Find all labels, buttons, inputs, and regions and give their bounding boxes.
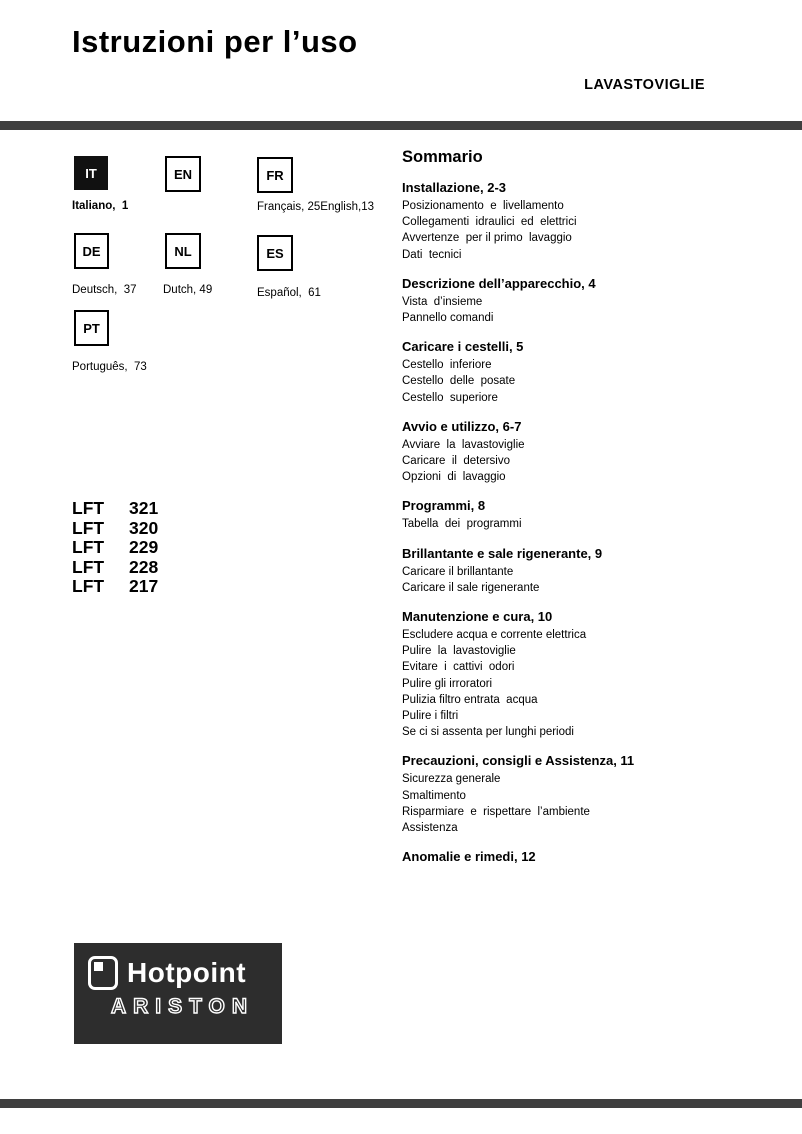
- model-row: [72, 558, 158, 578]
- toc-section-title: Precauzioni, consigli e Assistenza, 11: [402, 753, 635, 769]
- toc-item: Pannello comandi: [402, 312, 494, 325]
- language-code: FR: [266, 167, 284, 183]
- model-list: [72, 499, 158, 597]
- toc-item: Avvertenze per il primo lavaggio: [402, 232, 572, 245]
- toc-item: Smaltimento: [402, 789, 466, 802]
- brand-logo: [74, 943, 282, 1044]
- language-box-es: [257, 235, 293, 271]
- toc-section-title: Descrizione dell’apparecchio, 4: [402, 275, 596, 291]
- toc-item: Assistenza: [402, 822, 458, 835]
- language-caption-espanol: Español, 61: [257, 287, 321, 299]
- toc-item: Pulizia filtro entrata acqua: [402, 693, 538, 706]
- language-caption-italiano: Italiano, 1: [72, 200, 129, 212]
- toc-section-title: Manutenzione e cura, 10: [402, 609, 553, 625]
- model-row: [72, 538, 158, 558]
- language-code: IT: [85, 165, 97, 181]
- language-code: EN: [173, 166, 193, 182]
- toc-item: Avviare la lavastoviglie: [402, 438, 525, 451]
- toc-item: Pulire i filtri: [402, 710, 459, 723]
- model-prefix: LFT: [72, 498, 105, 518]
- model-number: 321: [129, 498, 159, 518]
- toc-item: Tabella dei programmi: [402, 518, 522, 531]
- language-caption-portugues: Português, 73: [72, 361, 147, 373]
- toc-section-descrizione: [402, 276, 712, 326]
- toc-item: Dati tecnici: [402, 248, 462, 261]
- toc-section-title: Anomalie e rimedi, 12: [402, 849, 536, 865]
- toc-section-title: Programmi, 8: [402, 498, 486, 514]
- toc-item: Collegamenti idraulici ed elettrici: [402, 216, 577, 229]
- toc-section-title: Installazione, 2-3: [402, 180, 507, 195]
- table-of-contents: [402, 148, 712, 867]
- toc-item: Se ci si assenta per lunghi periodi: [402, 726, 574, 739]
- toc-item: Sicurezza generale: [402, 773, 501, 786]
- language-box-de: [74, 233, 109, 269]
- toc-section-manutenzione: [402, 609, 712, 740]
- top-divider-bar: [0, 121, 802, 130]
- model-prefix: LFT: [72, 576, 105, 597]
- language-code: DE: [82, 243, 101, 259]
- toc-heading: Sommario: [402, 148, 483, 166]
- toc-section-avvio: [402, 419, 712, 486]
- toc-item: Opzioni di lavaggio: [402, 471, 506, 484]
- toc-item: Caricare il sale rigenerante: [402, 581, 540, 594]
- model-row: [72, 577, 158, 597]
- model-number: 229: [129, 537, 159, 558]
- toc-item: Cestello superiore: [402, 391, 498, 404]
- brand-name: Hotpoint: [127, 957, 247, 988]
- toc-item: Evitare i cattivi odori: [402, 661, 515, 674]
- toc-item: Vista d’insieme: [402, 295, 483, 308]
- model-prefix: LFT: [72, 556, 105, 577]
- model-row: [72, 519, 158, 539]
- language-caption-dutch: Dutch, 49: [163, 284, 213, 296]
- language-box-en: [165, 156, 201, 192]
- language-box-fr: [257, 157, 293, 193]
- language-code: NL: [174, 243, 192, 259]
- language-caption-francais-english: Français, 25English,13: [257, 201, 374, 213]
- model-number: 217: [129, 576, 159, 597]
- toc-section-programmi: [402, 498, 712, 532]
- toc-section-brillantante: [402, 546, 712, 596]
- page-title: Istruzioni per l’uso: [72, 24, 358, 59]
- sub-brand-name: ARISTON: [110, 995, 255, 1018]
- model-number: 228: [129, 556, 159, 577]
- toc-section-title: Avvio e utilizzo, 6-7: [402, 418, 522, 434]
- language-box-it: [74, 156, 108, 190]
- toc-item: Cestello inferiore: [402, 359, 492, 372]
- product-type-label: LAVASTOVIGLIE: [584, 77, 705, 93]
- language-box-nl: [165, 233, 201, 269]
- model-number: 320: [129, 517, 159, 538]
- toc-item: Caricare il brillantante: [402, 565, 514, 578]
- language-code: ES: [266, 245, 284, 261]
- model-prefix: LFT: [72, 517, 105, 538]
- brand-logo-row: [88, 956, 270, 990]
- toc-item: Posizionamento e livellamento: [402, 200, 564, 212]
- toc-section-title: Caricare i cestelli, 5: [402, 339, 524, 355]
- toc-section-anomalie: [402, 849, 712, 864]
- hotpoint-logo-icon: [88, 956, 118, 990]
- language-code: PT: [83, 320, 100, 336]
- model-prefix: LFT: [72, 537, 105, 558]
- toc-item: Pulire gli irroratori: [402, 677, 493, 690]
- toc-item: Cestello delle posate: [402, 375, 516, 388]
- language-box-pt: [74, 310, 109, 346]
- toc-item: Pulire la lavastoviglie: [402, 645, 516, 658]
- language-caption-deutsch: Deutsch, 37: [72, 284, 137, 296]
- toc-section-caricare-cestelli: [402, 339, 712, 406]
- toc-section-installazione: [402, 180, 712, 263]
- toc-item: Caricare il detersivo: [402, 455, 511, 468]
- model-row: [72, 499, 158, 519]
- toc-item: Risparmiare e rispettare l’ambiente: [402, 805, 590, 818]
- bottom-divider-bar: [0, 1099, 802, 1108]
- toc-item: Escludere acqua e corrente elettrica: [402, 629, 587, 642]
- toc-section-precauzioni: [402, 753, 712, 836]
- toc-section-title: Brillantante e sale rigenerante, 9: [402, 545, 603, 561]
